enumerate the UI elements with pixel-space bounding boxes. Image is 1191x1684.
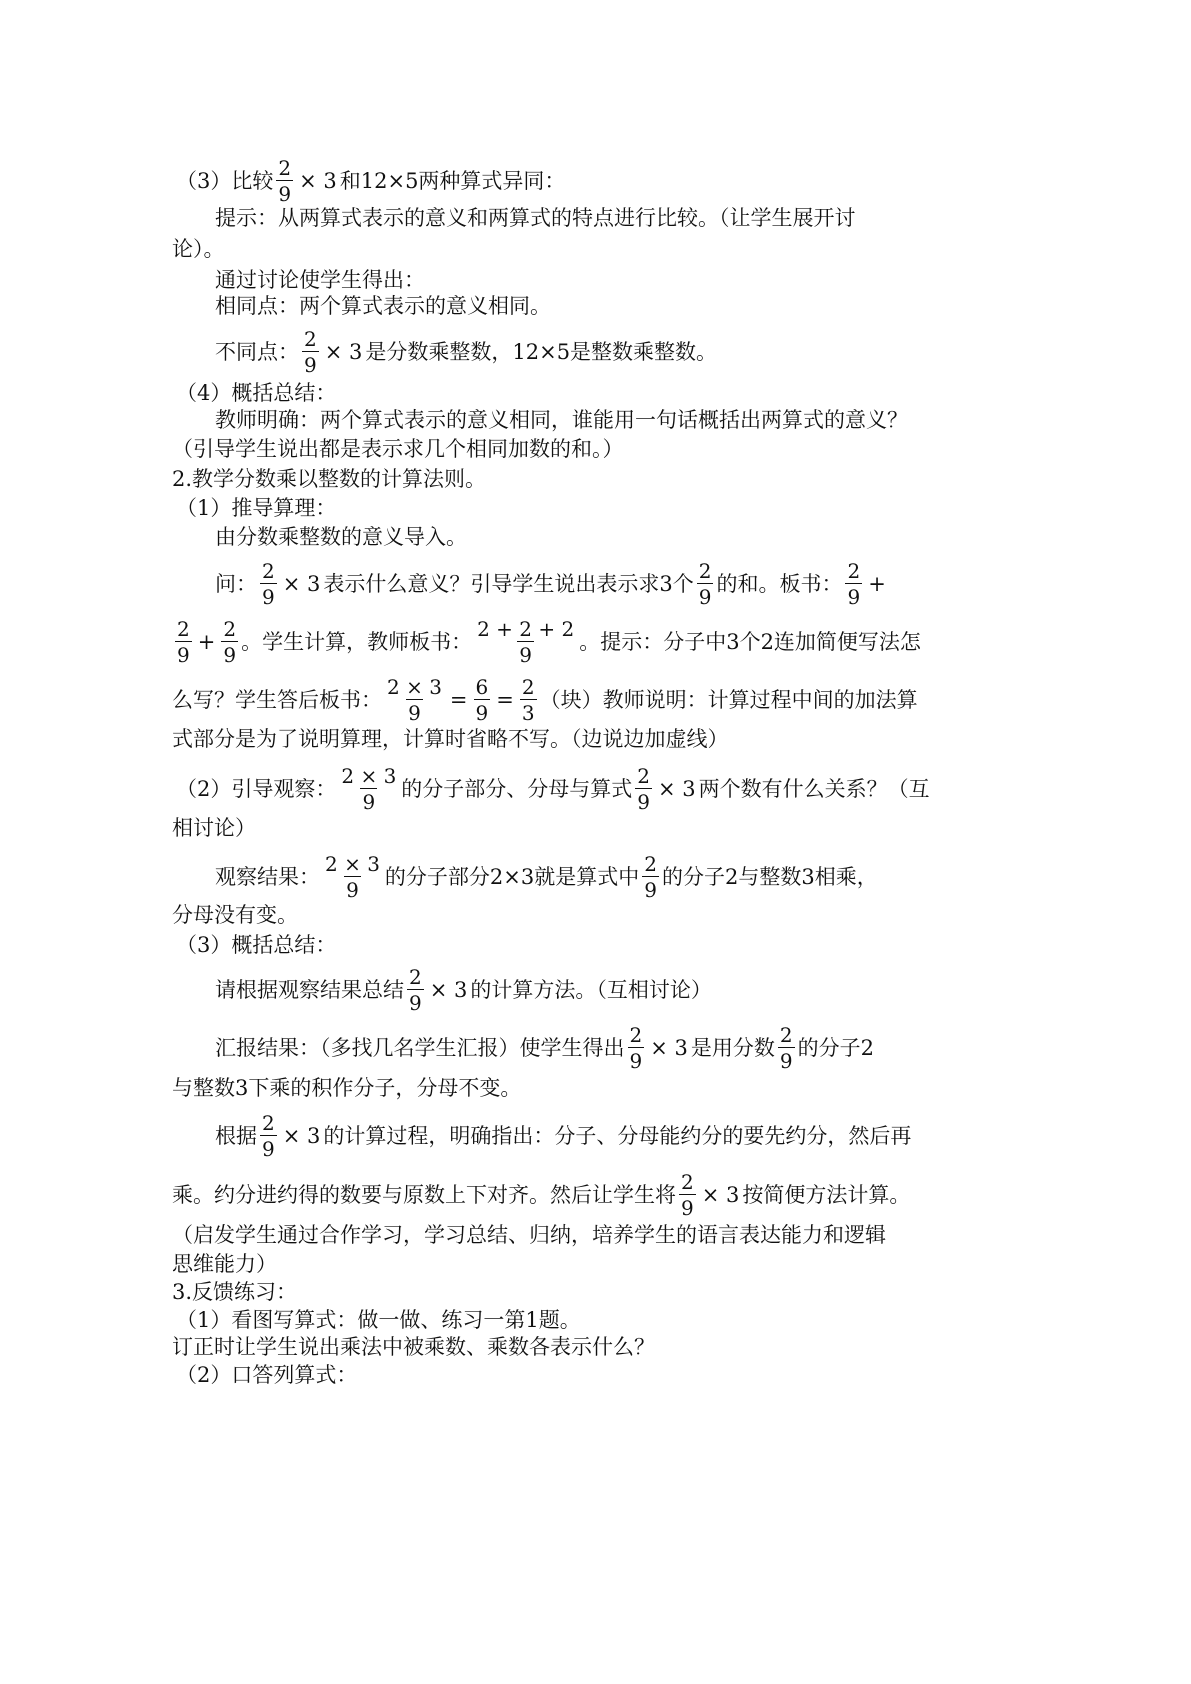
- text-segment: 的分子2: [797, 1035, 874, 1060]
- numerator: 2: [644, 852, 657, 876]
- similarity-line: [215, 296, 551, 317]
- denominator: 9: [637, 790, 651, 814]
- inspire-line: [172, 1225, 886, 1246]
- report-line-cont: [172, 1078, 521, 1099]
- text-segment: （2）口答列算式：: [176, 1363, 358, 1387]
- fraction-2-9: [642, 854, 659, 900]
- fraction-sum: [475, 619, 576, 665]
- text-segment: （引导学生说出都是表示求几个相同加数的和。）: [172, 437, 624, 461]
- times-three: × 3: [658, 776, 696, 801]
- text-segment: 的和。板书：: [716, 571, 843, 596]
- denominator: 9: [644, 878, 657, 902]
- denominator: 3: [521, 701, 535, 725]
- denominator: 9: [177, 643, 190, 667]
- fraction-product: [339, 766, 398, 812]
- denominator: 9: [681, 1196, 694, 1220]
- text-segment: 与整数3下乘的积作分子，分母不变。: [172, 1076, 522, 1100]
- hint-line-cont: [172, 239, 225, 260]
- denominator: 9: [346, 878, 359, 902]
- difference-line: [215, 329, 717, 375]
- denominator: 9: [847, 585, 861, 609]
- summary-heading-2: [176, 935, 336, 956]
- text-segment: 3.反馈练习：: [172, 1280, 298, 1304]
- text-segment: 论）。: [172, 237, 225, 261]
- fraction-2-3: [520, 677, 537, 723]
- intro-line: [215, 527, 467, 548]
- answer-line: [172, 677, 918, 723]
- denominator: 9: [408, 701, 421, 725]
- numerator: 2: [629, 1023, 643, 1047]
- text-segment: 式部分是为了说明算理，计算时省略不写。（边说边加虚线）: [172, 727, 729, 751]
- numerator: 6: [475, 675, 489, 699]
- question-line: [215, 561, 889, 607]
- fraction-2-9: [628, 1025, 645, 1071]
- fraction-2-9: [221, 619, 238, 665]
- denominator: 9: [278, 182, 292, 206]
- text-segment: （3）比较: [176, 168, 274, 193]
- guide-line: [172, 439, 624, 460]
- numerator: 2 × 3: [387, 675, 442, 699]
- denominator: 9: [629, 1049, 643, 1073]
- text-segment: （启发学生通过合作学习，学习总结、归纳，培养学生的语言表达能力和逻辑: [172, 1223, 886, 1247]
- text-segment: 的分子部分2×3就是算式中: [384, 864, 640, 889]
- times-three: × 3: [429, 977, 468, 1002]
- exercise-2-line: [176, 1365, 357, 1386]
- explain-line: [172, 729, 729, 750]
- result-line-cont: [172, 905, 298, 926]
- section-2-heading: [172, 469, 486, 490]
- plus-sign: +: [197, 629, 216, 654]
- summarize-line: [215, 967, 712, 1013]
- denominator: 9: [304, 353, 317, 377]
- text-segment: 和12×5两种算式异同：: [339, 168, 566, 193]
- numerator: 2: [409, 965, 422, 989]
- numerator: 2: [637, 764, 651, 788]
- text-segment: 提示：从两算式表示的意义和两算式的特点进行比较。（让学生展开讨: [215, 206, 856, 230]
- text-segment: 。学生计算，教师板书：: [241, 629, 473, 654]
- text-segment: 表示什么意义？引导学生说出表示求3个: [323, 571, 694, 596]
- numerator: 2: [177, 617, 190, 641]
- text-segment: 的计算方法。（互相讨论）: [470, 977, 712, 1002]
- numerator: 2: [223, 617, 237, 641]
- observe-line-cont: [172, 818, 256, 839]
- text-segment: （2）引导观察：: [176, 776, 337, 801]
- denominator: 9: [409, 991, 422, 1015]
- text-segment: （4）概括总结：: [176, 381, 337, 405]
- text-segment: （3）概括总结：: [176, 933, 337, 957]
- text-segment: 观察结果：: [215, 864, 320, 889]
- fraction-2-9: [276, 158, 293, 204]
- fraction-2-9: [260, 1113, 277, 1159]
- times-three: × 3: [324, 339, 363, 364]
- result-line: [215, 854, 878, 900]
- report-line: [215, 1025, 874, 1071]
- times-three: × 3: [282, 571, 321, 596]
- text-segment: 思维能力）: [172, 1252, 277, 1276]
- numerator: 2: [262, 1111, 275, 1135]
- derive-heading: [176, 498, 336, 519]
- times-three: × 3: [701, 1182, 740, 1207]
- numerator: 2: [698, 559, 712, 583]
- fraction-product: [323, 854, 382, 900]
- numerator: 2 × 3: [341, 764, 397, 788]
- numerator: 2 + 2 + 2: [477, 617, 575, 641]
- board-line: [172, 619, 921, 665]
- numerator: 2: [304, 327, 317, 351]
- fraction-2-9: [679, 1172, 696, 1218]
- text-segment: （1）推导算理：: [176, 496, 337, 520]
- discussion-line: [215, 270, 425, 291]
- fraction-product: [385, 677, 444, 723]
- text-segment: 根据: [215, 1123, 257, 1148]
- text-segment: 相同点：两个算式表示的意义相同。: [215, 294, 551, 318]
- denominator: 9: [362, 790, 376, 814]
- text-segment: 汇报结果：（多找几名学生汇报）使学生得出: [215, 1035, 625, 1060]
- times-three: × 3: [299, 168, 337, 193]
- fraction-2-9: [407, 967, 424, 1013]
- denominator: 9: [262, 585, 275, 609]
- text-segment: 的分子2与整数3相乘，: [661, 864, 878, 889]
- denominator: 9: [475, 701, 489, 725]
- text-segment: 按简便方法计算。: [742, 1182, 911, 1207]
- fraction-2-9: [635, 766, 652, 812]
- numerator: 2: [847, 559, 861, 583]
- teacher-line: [215, 410, 908, 431]
- text-segment: 由分数乘整数的意义导入。: [215, 525, 467, 549]
- fraction-2-9: [697, 561, 714, 607]
- exercise-1-line: [176, 1310, 581, 1331]
- hint-line: [215, 208, 856, 229]
- text-segment: （1）看图写算式：做一做、练习一第1题。: [176, 1308, 581, 1332]
- text-segment: （块）教师说明：计算过程中间的加法算: [539, 687, 918, 712]
- fraction-2-9: [778, 1025, 795, 1071]
- text-segment: 的计算过程，明确指出：分子、分母能约分的要先约分，然后再: [323, 1123, 912, 1148]
- numerator: 2: [521, 675, 535, 699]
- numerator: 2: [779, 1023, 793, 1047]
- text-segment: 两个数有什么关系？（互: [698, 776, 930, 801]
- denominator: 9: [779, 1049, 793, 1073]
- fraction-2-9: [175, 619, 192, 665]
- text-segment: 么写？学生答后板书：: [172, 687, 382, 712]
- section-3-heading: [172, 1282, 297, 1303]
- numerator: 2: [681, 1170, 694, 1194]
- times-three: × 3: [650, 1035, 688, 1060]
- observe-line: [176, 766, 930, 812]
- text-segment: 是用分数: [690, 1035, 775, 1060]
- numerator: 2: [278, 156, 292, 180]
- fraction-2-9: [302, 329, 319, 375]
- compare-heading: [176, 158, 565, 204]
- fraction-2-9: [845, 561, 862, 607]
- text-segment: 是分数乘整数，12×5是整数乘整数。: [365, 339, 718, 364]
- align-line: [172, 1172, 910, 1218]
- numerator: 2: [262, 559, 275, 583]
- denominator: 9: [262, 1137, 275, 1161]
- text-segment: 相讨论）: [172, 816, 256, 840]
- fraction-6-9: [474, 677, 491, 723]
- text-segment: 的分子部分、分母与算式: [401, 776, 633, 801]
- equals-sign: =: [449, 687, 468, 712]
- summary-heading: [176, 383, 336, 404]
- numerator: 2 × 3: [325, 852, 380, 876]
- text-segment: 乘。约分进约得的数要与原数上下对齐。然后让学生将: [172, 1182, 676, 1207]
- text-segment: 订正时让学生说出乘法中被乘数、乘数各表示什么？: [172, 1335, 655, 1359]
- text-segment: 请根据观察结果总结: [215, 977, 404, 1002]
- text-segment: 问：: [215, 571, 257, 596]
- denominator: 9: [519, 643, 532, 667]
- text-segment: 2.教学分数乘以整数的计算法则。: [172, 467, 487, 491]
- times-three: × 3: [282, 1123, 321, 1148]
- denominator: 9: [223, 643, 237, 667]
- denominator: 9: [698, 585, 712, 609]
- fraction-2-9: [260, 561, 277, 607]
- text-segment: 。提示：分子中3个2连加简便写法怎: [579, 629, 921, 654]
- text-segment: 通过讨论使学生得出：: [215, 268, 425, 292]
- plus-sign: +: [868, 571, 886, 596]
- text-segment: 不同点：: [215, 339, 299, 364]
- based-on-line: [215, 1113, 911, 1159]
- equals-sign: =: [496, 687, 514, 712]
- inspire-line-cont: [172, 1254, 277, 1275]
- correction-line: [172, 1337, 655, 1358]
- text-segment: 教师明确：两个算式表示的意义相同，谁能用一句话概括出两算式的意义？: [215, 408, 908, 432]
- text-segment: 分母没有变。: [172, 903, 298, 927]
